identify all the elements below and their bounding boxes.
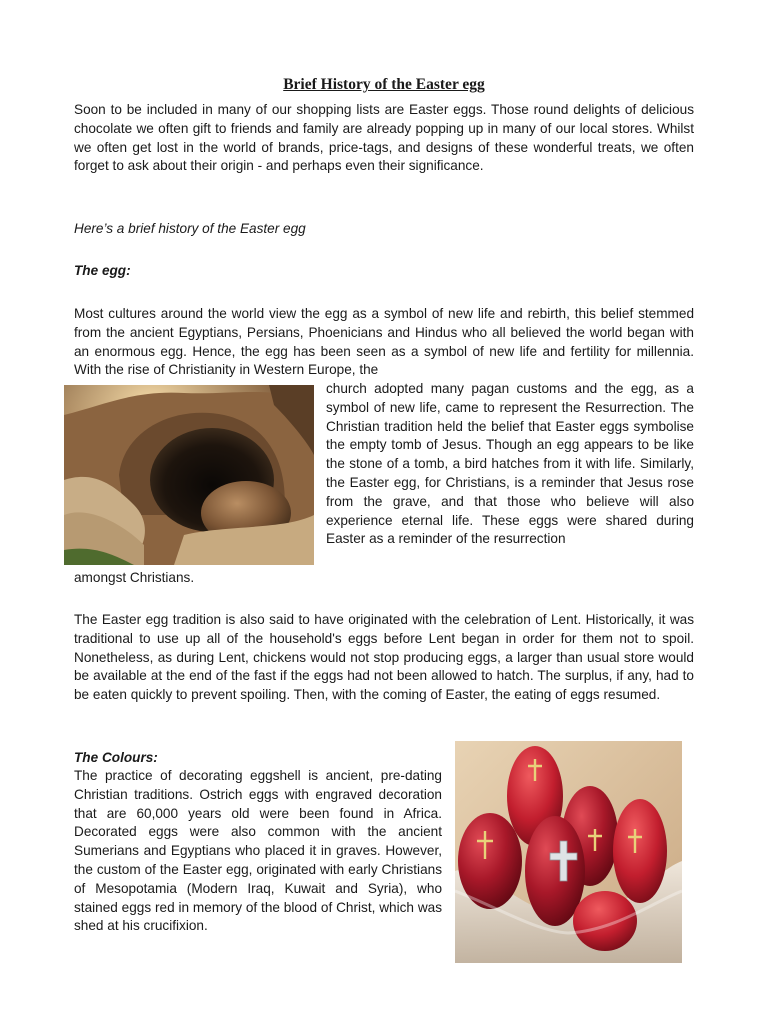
document-title: Brief History of the Easter egg	[283, 76, 485, 93]
tomb-image	[64, 385, 314, 565]
intro-paragraph: Soon to be included in many of our shopping lists are Easter eggs. Those round delights of delicious chocolate we often gift to friends and family are already popping up in many of our local stores. Whilst we often get lost in the world of brands, price-tags, and designs of these wonderful treats, we often forget to ask about their origin - and perhaps even their significance.	[74, 102, 694, 174]
egg-paragraph-wrap: church adopted many pagan customs and the egg, as a symbol of new life, came to represent the Resurrection. The Christian tradition held the belief that Easter eggs symbolise the empty tomb of Jesus. Though an egg appears to be like the stone of a tomb, a bird hatches from it with life. Similarly, the Easter egg, for Christians, is a reminder that Jesus rose from the grave, and that those who believe will also experience eternal life. These eggs were shared during Easter as a reminder of the resurrection	[326, 381, 694, 547]
red-eggs-image	[455, 741, 682, 963]
lent-paragraph: The Easter egg tradition is also said to have originated with the celebration of Lent. Historically, it was traditional to use up all of the household's eggs before Lent began in order for them not to spoil. Nonetheless, as during Lent, chickens would not stop producing eggs, a larger than usual store would be available at the end of the fast if the eggs had not been allowed to hatch. The surplus, if any, had to be eaten quickly to prevent spoiling. Then, with the coming of Easter, the eating of eggs resumed.	[74, 612, 694, 703]
egg-paragraph-end: amongst Christians.	[74, 570, 195, 585]
egg-section-heading: The egg:	[74, 263, 131, 278]
colours-paragraph: The practice of decorating eggshell is ancient, pre-dating Christian traditions. Ostrich eggs with engraved decoration that are 60,000 years old were been found in Africa. Decorated eggs were also common with the ancient Sumerians and Egyptians who placed it in graves. However, the custom of the Easter egg, originated with early Christians of Mesopotamia (Modern Iraq, Kuwait and Syria), who stained eggs red in memory of the blood of Christ, which was shed at his crucifixion.	[74, 768, 442, 934]
colours-section-heading: The Colours:	[74, 750, 158, 765]
egg-paragraph-top: Most cultures around the world view the egg as a symbol of new life and rebirth, this belief stemmed from the ancient Egyptians, Persians, Phoenicians and Hindus who all believed the world began with an enormous egg. Hence, the egg has been seen as a symbol of new life and fertility for millennia. With the rise of Christianity in Western Europe, the	[74, 306, 694, 378]
subtitle-line: Here’s a brief history of the Easter egg	[74, 221, 306, 236]
